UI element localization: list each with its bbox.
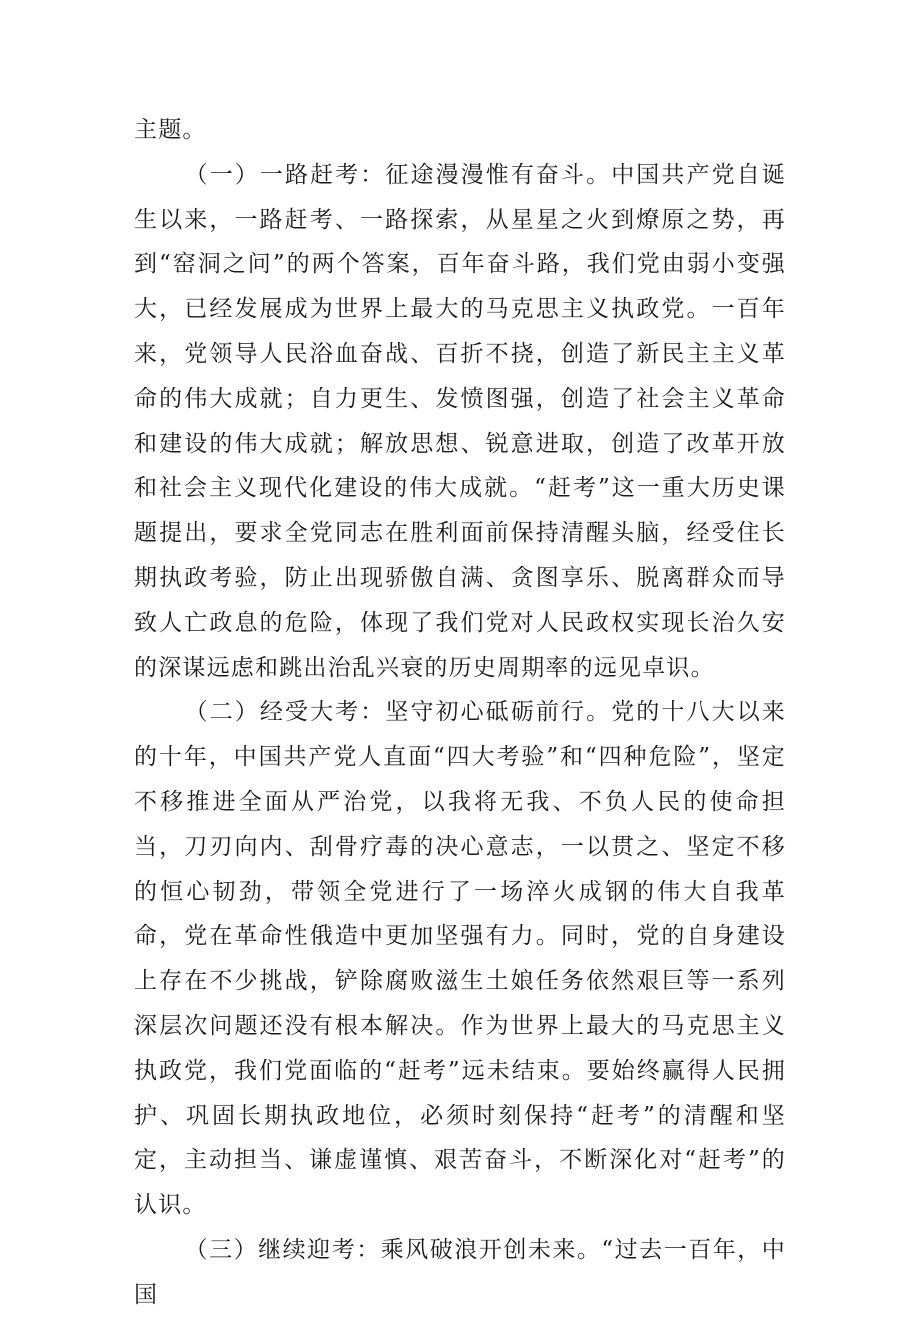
document-body [134,108,786,1318]
paragraph-continuation: 主题。 [134,117,207,143]
paragraph-section-one: （一）一路赶考：征途漫漫惟有奋斗。中国共产党自诞生以来，一路赶考、一路探索，从星星之火到燎原之势，再到“窑洞之问”的两个答案，百年奋斗路，我们党由弱小变强大，已经发展成为世界上最大的马克思主义执政党。一百年来，党领导人民浴血奋战、百折不挠，创造了新民主主义革命的伟大成就；自力更生、发愤图强，创造了社会主义革命和建设的伟大成就；解放思想、锐意进取，创造了改革开放和社会主义现代化建设的伟大成就。“赶考”这一重大历史课题提出，要求全党同志在胜利面前保持清醒头脑，经受住长期执政考验，防止出现骄傲自满、贪图享乐、脱离群众而导致人亡政息的危险，体现了我们党对人民政权实现长治久安的深谋远虑和跳出治乱兴衰的历史周期率的远见卓识。 [134,161,786,681]
paragraph-section-three: （三）继续迎考：乘风破浪开创未来。“过去一百年，中国 [134,1236,786,1308]
paragraph-section-two: （二）经受大考：坚守初心砥砺前行。党的十八大以来的十年，中国共产党人直面“四大考验”和“四种危险”，坚定不移推进全面从严治党，以我将无我、不负人民的使命担当，刀刃向内、刮骨疗毒的决心意志，一以贯之、坚定不移的恒心韧劲，带领全党进行了一场淬火成钢的伟大自我革命，党在革命性俄造中更加坚强有力。同时，党的自身建设上存在不少挑战，铲除腐败滋生土娘任务依然艰巨等一系列深层次问题还没有根本解决。作为世界上最大的马克思主义执政党，我们党面临的“赶考”远未结束。要始终赢得人民拥护、巩固长期执政地位，必须时刻保持“赶考”的清醒和坚定，主动担当、谦虚谨慎、艰苦奋斗，不断深化对“赶考”的认识。 [134,699,786,1219]
